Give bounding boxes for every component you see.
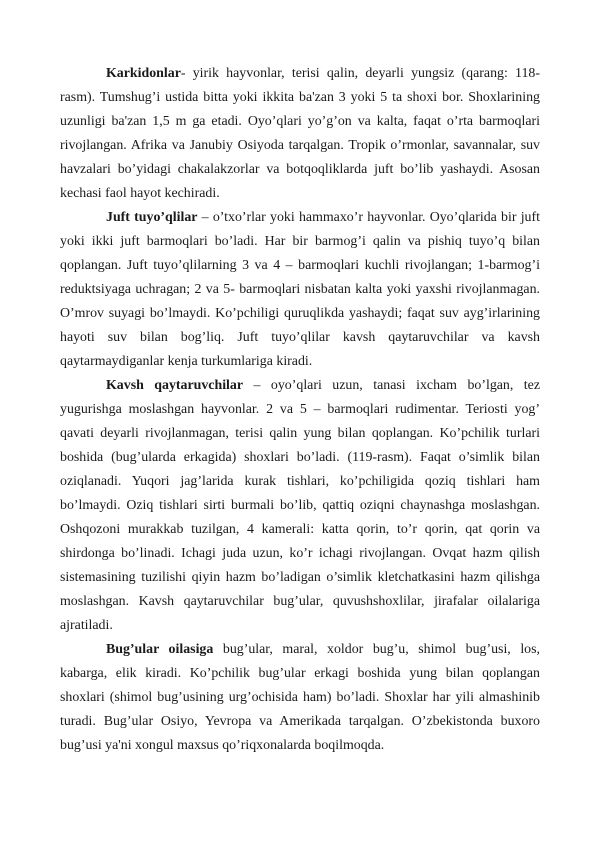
- paragraph-karkidonlar: [60, 62, 540, 206]
- term-juft-tuyoqlilar: Juft tuyo’qlilar: [106, 210, 198, 225]
- paragraph-text: - yirik hayvonlar, terisi qalin, deyarli yungsiz (qarang: 118-rasm). Tumshug’i ustida bitta yoki ikkita ba'zan 3 yoki 5 ta shoxi bor. Shoxlarining uzunligi ba'zan 1,5 m ga etadi. Oyo’qlari yo’g’on va kalta, faqat o’rta barmoqlari rivojlangan. Afrika va Janubiy Osiyoda tarqalgan. Tropik o’rmonlar, savannalar, suv havzalari bo’yidagi chakalakzorlar va botqoqliklarda juft bo’lib yashaydi. Asosan kechasi faol hayot kechiradi.: [60, 66, 540, 201]
- term-karkidonlar: Karkidonlar: [106, 66, 181, 81]
- term-bugular-oilasiga: Bug’ular oilasiga: [106, 642, 214, 657]
- term-kavsh-qaytaruvchilar: Kavsh qaytaruvchilar: [106, 378, 244, 393]
- paragraph-bugular-oilasiga: [60, 638, 540, 758]
- paragraph-text: – oyo’qlari uzun, tanasi ixcham bo’lgan, tez yugurishga moslashgan hayvonlar. 2 va 5 – barmoqlari rudimentar. Teriosti yog’ qavati deyarli rivojlanmagan, terisi qalin yung bilan qoplangan. Ko’pchilik turlari boshida (bug’ularda erkagida) shoxlari bo’ladi. (119-rasm). Faqat o’simlik bilan oziqlanadi. Yuqori jag’larida kurak tishlari, ko’pchiligida qoziq tishlari ham bo’lmaydi. Oziq tishlari sirti burmali bo’lib, qattiq oziqni chaynashga moslashgan. Oshqozoni murakkab tuzilgan, 4 kamerali: katta qorin, to’r qorin, qat qorin va shirdonga bo’linadi. Ichagi juda uzun, ko’r ichagi rivojlangan. Ovqat hazm qilish sistemasining tuzilishi qiyin hazm bo’ladigan o’simlik kletchatkasini hazm qilishga moslashgan. Kavsh qaytaruvchilar bug’ular, quvushshoxlilar, jirafalar oilalariga ajratiladi.: [60, 378, 541, 633]
- paragraph-kavsh-qaytaruvchilar: [60, 374, 540, 638]
- paragraph-text: bug’ular, maral, xoldor bug’u, shimol bug’usi, los, kabarga, elik kiradi. Ko’pchilik bug’ular erkagi boshida yung bilan qoplangan shoxlari (shimol bug’usining urg’ochisida ham) bo’ladi. Shoxlar har yili almashinib turadi. Bug’ular Osiyo, Yevropa va Amerikada tarqalgan. O’zbekistonda buxoro bug’usi ya'ni xongul maxsus qo’riqxonalarda boqilmoqda.: [60, 642, 541, 753]
- document-page: [60, 62, 540, 758]
- paragraph-text: – o’txo’rlar yoki hammaxo’r hayvonlar. Oyo’qlarida bir juft yoki ikki juft barmoqlari bo’ladi. Har bir barmog’i qalin va pishiq tuyo’q bilan qoplangan. Juft tuyo’qlilarning 3 va 4 – barmoqlari kuchli rivojlangan; 1-barmog’i reduktsiyaga uchragan; 2 va 5- barmoqlari nisbatan kalta yoki yaxshi rivojlanmagan. O’mrov suyagi bo’lmaydi. Ko’pchiligi quruqlikda yashaydi; faqat suv ayg’irlarining hayoti suv bilan bog’liq. Juft tuyo’qlilar kavsh qaytaruvchilar va kavsh qaytarmaydiganlar kenja turkumlariga kiradi.: [60, 210, 540, 369]
- paragraph-juft-tuyoqlilar: [60, 206, 540, 374]
